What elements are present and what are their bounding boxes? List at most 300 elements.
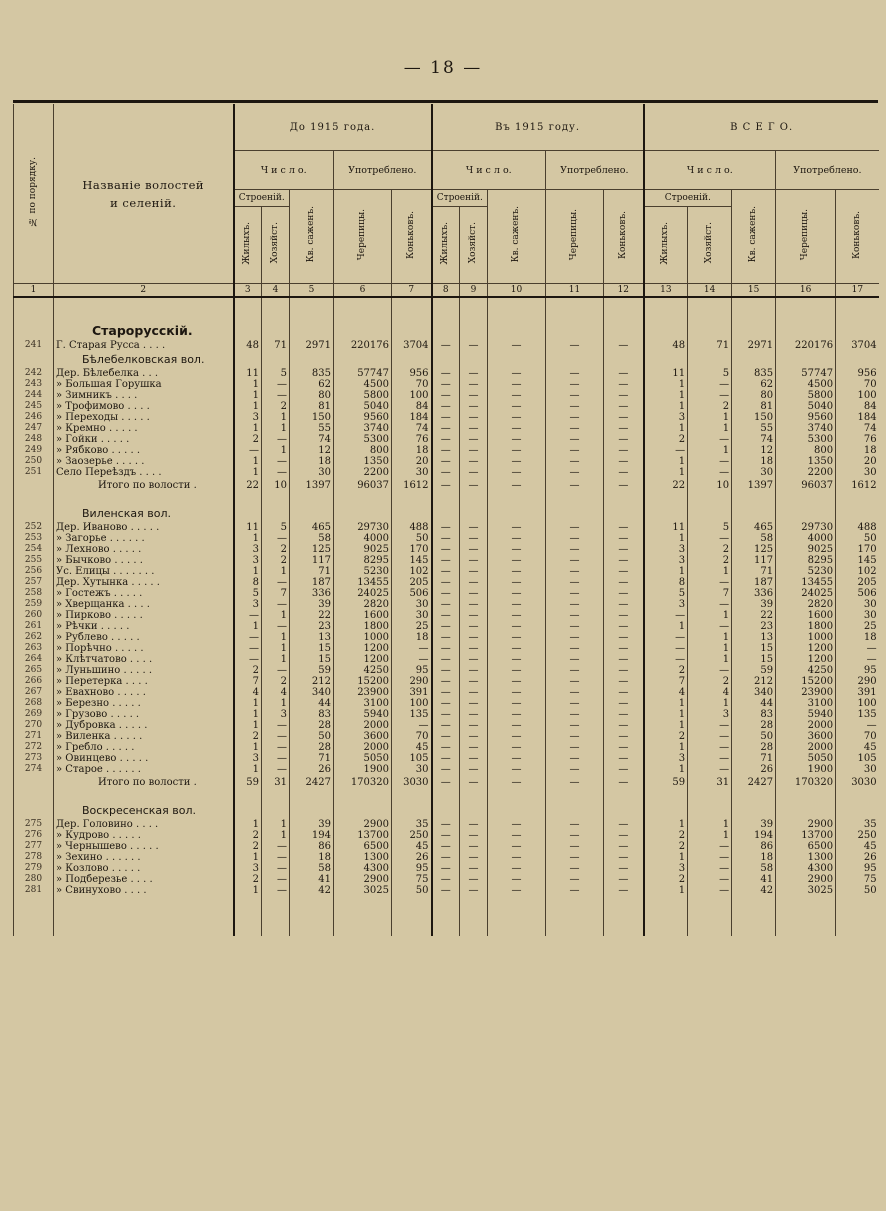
value-before-1915: 44 [290,698,334,709]
value-in-1915: — [604,577,644,588]
value-before-1915: 3 [234,555,262,566]
value-before-1915: — [262,533,290,544]
value-in-1915: — [460,775,488,790]
settlement-name: Дер. Хутынка . . . . . [54,577,234,588]
value-before-1915: 100 [392,698,432,709]
value-in-1915: — [432,390,460,401]
value-total: 75 [836,874,879,885]
table-row [14,852,879,863]
value-in-1915: — [432,654,460,665]
settlement-name: » Переходы . . . . . [54,412,234,423]
settlement-name: » Клѣтчатово . . . . [54,654,234,665]
value-before-1915: 31 [262,775,290,790]
value-total: 2427 [732,775,776,790]
value-before-1915: 1900 [334,764,392,775]
empty-cell [460,896,488,936]
value-total: 96037 [776,478,836,493]
value-before-1915: 28 [290,742,334,753]
group-before-1915: До 1915 года. [234,104,432,151]
value-total: 3025 [776,885,836,896]
value-before-1915: 2 [234,731,262,742]
value-total: 81 [732,401,776,412]
row-number: 242 [14,368,54,379]
empty-cell [234,896,262,936]
value-in-1915: — [546,423,604,434]
spacer-row [14,297,879,310]
value-total: 1300 [776,852,836,863]
spacer-row [14,493,879,505]
value-in-1915: — [546,720,604,731]
empty-cell [688,297,732,310]
value-in-1915: — [546,445,604,456]
value-in-1915: — [488,687,546,698]
tail-row [14,896,879,936]
value-in-1915: — [432,852,460,863]
row-number: 249 [14,445,54,456]
row-number: 247 [14,423,54,434]
value-total: 71 [732,566,776,577]
value-before-1915: 95 [392,665,432,676]
value-in-1915: — [546,698,604,709]
table-row [14,340,879,351]
value-in-1915: — [546,764,604,775]
empty-cell [644,505,688,522]
empty-cell [488,802,546,819]
empty-cell [290,297,334,310]
settlement-name: Дер. Головино . . . . [54,819,234,830]
value-in-1915: — [488,544,546,555]
value-total: 9025 [776,544,836,555]
value-before-1915: 145 [392,555,432,566]
value-before-1915: 15200 [334,676,392,687]
value-before-1915: 135 [392,709,432,720]
value-total: 30 [836,764,879,775]
value-in-1915: — [488,445,546,456]
value-before-1915: 7 [234,676,262,687]
value-total: 205 [836,577,879,588]
value-total: 170320 [776,775,836,790]
value-before-1915: 4 [234,687,262,698]
value-total: 3600 [776,731,836,742]
empty-cell [334,802,392,819]
value-in-1915: — [432,478,460,493]
value-in-1915: — [488,555,546,566]
row-number: 248 [14,434,54,445]
value-total: 62 [732,379,776,390]
value-in-1915: — [460,676,488,687]
settlement-name: » Порѣчно . . . . . [54,643,234,654]
value-in-1915: — [546,456,604,467]
row-number: 272 [14,742,54,753]
value-in-1915: — [546,555,604,566]
value-total: 465 [732,522,776,533]
value-total: 1 [688,610,732,621]
value-before-1915: 10 [262,478,290,493]
value-in-1915: — [488,456,546,467]
value-in-1915: — [488,841,546,852]
value-before-1915: 117 [290,555,334,566]
value-before-1915: 18 [290,852,334,863]
value-in-1915: — [488,412,546,423]
value-total: — [836,643,879,654]
value-in-1915: — [432,340,460,351]
value-before-1915: 24025 [334,588,392,599]
value-total: — [688,841,732,852]
value-total: — [688,874,732,885]
value-in-1915: — [604,830,644,841]
value-before-1915: 835 [290,368,334,379]
value-before-1915: 1 [262,412,290,423]
col-ridges-3: Коньковъ. [836,190,879,284]
row-number: 273 [14,753,54,764]
empty-cell [334,351,392,368]
value-total: 80 [732,390,776,401]
value-total: 2000 [776,742,836,753]
empty-cell [732,310,776,340]
value-in-1915: — [546,621,604,632]
value-total: 76 [836,434,879,445]
value-in-1915: — [432,665,460,676]
table-row [14,445,879,456]
value-in-1915: — [546,753,604,764]
value-total: 28 [732,720,776,731]
value-total: — [644,610,688,621]
empty-cell [546,802,604,819]
total-label: Итого по волости . [54,478,234,493]
table-row [14,544,879,555]
value-in-1915: — [460,390,488,401]
value-in-1915: — [460,533,488,544]
empty-cell [604,505,644,522]
empty-cell [392,790,432,802]
value-in-1915: — [604,522,644,533]
value-total: 1 [688,830,732,841]
value-in-1915: — [432,753,460,764]
value-in-1915: — [546,379,604,390]
value-total: 2900 [776,819,836,830]
value-total: 58 [732,533,776,544]
value-total: — [644,445,688,456]
value-in-1915: — [546,467,604,478]
value-total: 30 [836,467,879,478]
value-in-1915: — [488,731,546,742]
value-before-1915: 1 [262,698,290,709]
empty-cell [644,802,688,819]
value-total: 28 [732,742,776,753]
value-before-1915: 1 [234,742,262,753]
value-before-1915: 102 [392,566,432,577]
value-in-1915: — [432,566,460,577]
settlement-name: » Старое . . . . . . [54,764,234,775]
settlement-name: » Виленка . . . . . [54,731,234,742]
value-in-1915: — [604,610,644,621]
empty-cell [234,310,262,340]
empty-cell [488,896,546,936]
value-in-1915: — [460,379,488,390]
empty-cell [836,493,879,505]
value-total: 24025 [776,588,836,599]
column-number: 12 [604,284,644,298]
volost-heading: Воскресенская вол. [54,802,234,819]
settlement-name: » Дубровка . . . . . [54,720,234,731]
column-number: 8 [432,284,460,298]
table-row [14,423,879,434]
value-in-1915: — [604,863,644,874]
value-before-1915: — [234,610,262,621]
empty-cell [14,802,54,819]
value-total: 4500 [776,379,836,390]
settlement-name: » Пирково . . . . . [54,610,234,621]
value-total: 11 [644,368,688,379]
value-before-1915: 8295 [334,555,392,566]
row-number [14,775,54,790]
value-total: 170 [836,544,879,555]
value-before-1915: 42 [290,885,334,896]
value-before-1915: 205 [392,577,432,588]
value-in-1915: — [604,841,644,852]
value-total: — [688,577,732,588]
value-in-1915: — [546,533,604,544]
value-total: 30 [836,610,879,621]
settlement-name: » Гойки . . . . . [54,434,234,445]
table-row [14,533,879,544]
value-total: 1 [688,819,732,830]
settlement-name: » Большая Горушка [54,379,234,390]
column-number: 15 [732,284,776,298]
value-before-1915: 13 [290,632,334,643]
empty-cell [234,297,262,310]
value-in-1915: — [604,588,644,599]
value-before-1915: 2427 [290,775,334,790]
value-in-1915: — [460,764,488,775]
value-before-1915: 15 [290,654,334,665]
value-total: 58 [732,863,776,874]
empty-cell [234,493,262,505]
value-before-1915: 1 [262,643,290,654]
settlement-name: » Подберезье . . . . [54,874,234,885]
value-total: 1 [644,566,688,577]
value-in-1915: — [460,566,488,577]
value-total: 59 [732,665,776,676]
empty-cell [392,802,432,819]
empty-cell [14,790,54,802]
value-before-1915: 2 [234,874,262,885]
value-before-1915: 194 [290,830,334,841]
value-in-1915: — [488,874,546,885]
value-in-1915: — [460,555,488,566]
empty-cell [14,896,54,936]
value-in-1915: — [546,819,604,830]
value-before-1915: 2 [262,676,290,687]
col-farm-3: Хозяйст. [688,207,732,284]
volost-heading-row [14,802,879,819]
row-number: 262 [14,632,54,643]
value-total: 84 [836,401,879,412]
value-total: 3 [644,753,688,764]
column-number: 10 [488,284,546,298]
value-total: — [688,621,732,632]
value-in-1915: — [546,775,604,790]
settlement-name: Дер. Иваново . . . . . [54,522,234,533]
value-total: 1 [644,852,688,863]
value-total: — [688,764,732,775]
value-in-1915: — [604,874,644,885]
row-number: 260 [14,610,54,621]
value-before-1915: 3740 [334,423,392,434]
volost-heading-row [14,505,879,522]
value-in-1915: — [604,566,644,577]
value-before-1915: 2 [262,555,290,566]
value-total: 2200 [776,467,836,478]
table-row [14,621,879,632]
empty-cell [334,310,392,340]
settlement-name: Дер. Бѣлебелка . . . [54,368,234,379]
value-in-1915: — [546,654,604,665]
empty-cell [688,505,732,522]
value-before-1915: 83 [290,709,334,720]
value-before-1915: 4000 [334,533,392,544]
value-before-1915: 70 [392,379,432,390]
value-before-1915: 50 [290,731,334,742]
empty-cell [776,802,836,819]
settlement-name: » Грузово . . . . . [54,709,234,720]
value-total: 5 [688,522,732,533]
empty-cell [776,505,836,522]
table-row [14,841,879,852]
value-before-1915: 1 [234,709,262,720]
value-before-1915: 1 [234,819,262,830]
value-in-1915: — [488,588,546,599]
empty-cell [546,297,604,310]
value-total: 41 [732,874,776,885]
value-total: 2 [688,401,732,412]
buildings-header-1: Строеній. [234,190,290,207]
empty-cell [488,790,546,802]
row-number: 251 [14,467,54,478]
table-row [14,764,879,775]
value-before-1915: 1200 [334,643,392,654]
value-before-1915: 2 [262,401,290,412]
value-total: 5800 [776,390,836,401]
table-row [14,742,879,753]
settlement-name: » Гребло . . . . . [54,742,234,753]
value-before-1915: — [262,390,290,401]
value-in-1915: — [432,709,460,720]
value-in-1915: — [460,401,488,412]
value-in-1915: — [546,412,604,423]
value-in-1915: — [460,522,488,533]
value-total: 13700 [776,830,836,841]
value-total: — [688,390,732,401]
value-before-1915: — [392,720,432,731]
value-in-1915: — [488,390,546,401]
page-number: — 18 — [403,58,483,78]
value-before-1915: 1 [234,698,262,709]
value-total: 220176 [776,340,836,351]
value-in-1915: — [488,753,546,764]
value-before-1915: 58 [290,863,334,874]
col-ridges-1: Коньковъ. [392,190,432,284]
value-in-1915: — [432,555,460,566]
empty-cell [334,505,392,522]
value-before-1915: 2 [262,544,290,555]
table-row [14,610,879,621]
value-before-1915: 2 [234,830,262,841]
value-total: 1 [688,698,732,709]
value-before-1915: 29730 [334,522,392,533]
value-total: — [688,456,732,467]
value-in-1915: — [604,687,644,698]
value-before-1915: 100 [392,390,432,401]
value-total: 70 [836,731,879,742]
value-total: — [688,731,732,742]
value-in-1915: — [546,687,604,698]
empty-cell [836,297,879,310]
value-total: 102 [836,566,879,577]
empty-cell [836,896,879,936]
value-before-1915: 45 [392,742,432,753]
value-in-1915: — [460,368,488,379]
value-total: 59 [644,775,688,790]
value-total: — [644,654,688,665]
value-in-1915: — [546,852,604,863]
value-in-1915: — [546,841,604,852]
value-total: 15 [732,654,776,665]
value-before-1915: 5 [262,368,290,379]
value-before-1915: 28 [290,720,334,731]
value-in-1915: — [460,577,488,588]
value-in-1915: — [432,698,460,709]
value-before-1915: 1 [234,764,262,775]
value-in-1915: — [488,852,546,863]
value-total: — [688,863,732,874]
value-total: 5230 [776,566,836,577]
value-total: 2 [644,665,688,676]
empty-cell [54,896,234,936]
value-before-1915: 39 [290,819,334,830]
value-in-1915: — [488,709,546,720]
value-total: — [688,742,732,753]
value-total: 83 [732,709,776,720]
empty-cell [546,351,604,368]
value-in-1915: — [432,379,460,390]
value-in-1915: — [546,522,604,533]
value-before-1915: 170320 [334,775,392,790]
value-total: — [688,753,732,764]
empty-cell [460,297,488,310]
value-in-1915: — [432,533,460,544]
empty-cell [432,802,460,819]
value-before-1915: 11 [234,522,262,533]
empty-cell [262,896,290,936]
value-in-1915: — [488,863,546,874]
value-before-1915: 26 [290,764,334,775]
value-total: 5 [688,368,732,379]
column-number: 14 [688,284,732,298]
value-total: 30 [836,599,879,610]
empty-cell [54,493,234,505]
value-before-1915: 184 [392,412,432,423]
value-in-1915: — [488,401,546,412]
settlement-name: » Хверщанка . . . . [54,599,234,610]
row-number: 255 [14,555,54,566]
value-total: 1200 [776,654,836,665]
value-total: 2 [644,434,688,445]
value-total: 13 [732,632,776,643]
row-number: 266 [14,676,54,687]
row-number: 276 [14,830,54,841]
value-in-1915: — [604,599,644,610]
